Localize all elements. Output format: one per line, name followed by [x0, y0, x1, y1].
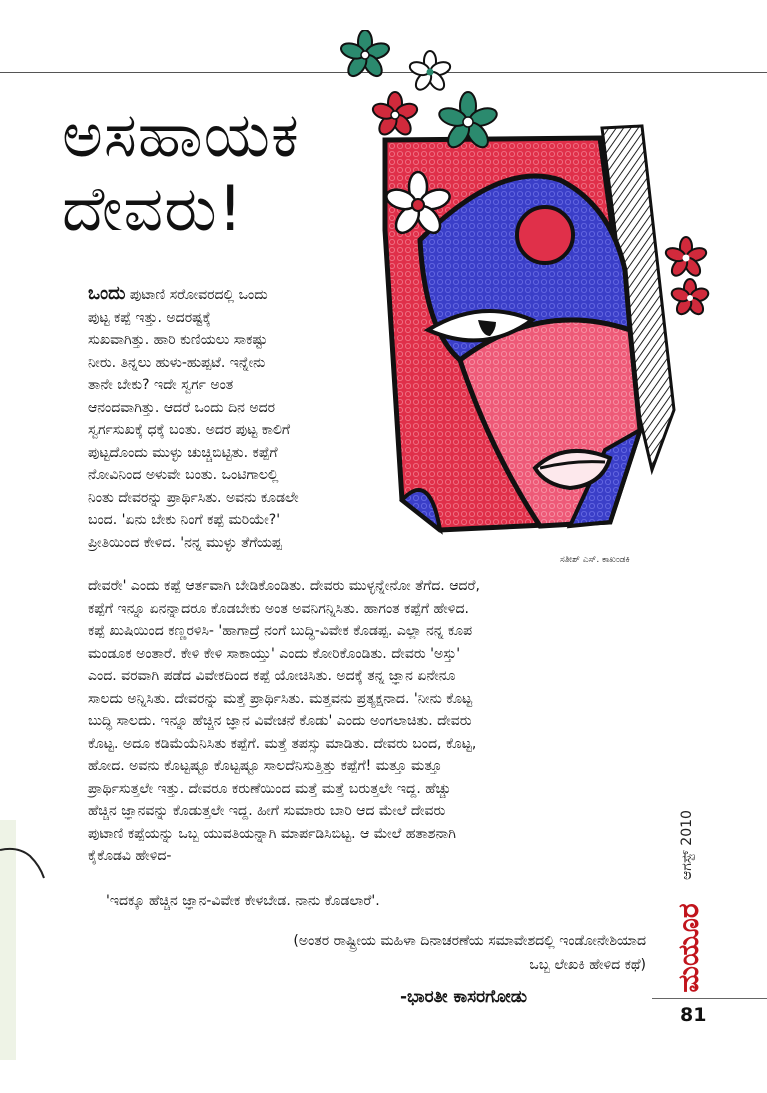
magazine-name-text: ಮಯೂರ	[671, 902, 705, 993]
story-line: ಮಂಡೂಕ ಅಂತಾರೆ. ಕೇಳಿ ಕೇಳಿ ಸಾಕಾಯ್ತು' ಎಂದು ಕೋರಿಕೊಂಡಿತು. ದೇವರು 'ಅಸ್ತು'	[88, 645, 461, 662]
story-line: ಪ್ರೀತಿಯಿಂದ ಕೇಳಿದ. 'ನನ್ನ ಮುಳ್ಳು ತೆಗೆಯಪ್ಪ	[88, 534, 282, 551]
issue-date-text: ಆಗಸ್ಟ್ 2010	[679, 810, 695, 880]
story-column-wide	[88, 575, 663, 868]
story-line: ಸಾಲದು ಅನ್ನಿಸಿತು. ದೇವರನ್ನು ಮತ್ತೆ ಪ್ರಾರ್ಥಿಸಿತು. ಮತ್ತವನು ಪ್ರತ್ಯಕ್ಷನಾದ. 'ನೀನು ಕೊಟ್ಟ	[88, 690, 473, 707]
page-number: 81	[680, 1004, 707, 1026]
story-line: ಹೋದ. ಅವನು ಕೊಟ್ಟಷ್ಟೂ ಕೊಟ್ಟಷ್ಟೂ ಸಾಲದೆನಿಸುತ್ತಿತ್ತು ಕಪ್ಪೆಗೆ! ಮತ್ತೂ ಮತ್ತೂ	[88, 758, 442, 774]
flower-green-top	[340, 30, 391, 79]
story-line: ಪ್ರಾರ್ಥಿಸುತ್ತಲೇ ಇತ್ತು. ದೇವರೂ ಕರುಣೆಯಿಂದ ಮತ್ತೆ ಮತ್ತೆ ಬರುತ್ತಲೇ ಇದ್ದ. ಹೆಚ್ಚು	[88, 780, 451, 797]
story-line: ಕೊಟ್ಟ. ಅದೂ ಕಡಿಮೆಯೆನಿಸಿತು ಕಪ್ಪೆಗೆ. ಮತ್ತೆ ತಪಸ್ಸು ಮಾಡಿತು. ದೇವರು ಬಂದ, ಕೊಟ್ಟ,	[88, 735, 477, 752]
story-line: ಪುಟ್ಟ ಕಪ್ಪೆ ಇತ್ತು. ಅದರಷ್ಟಕ್ಕೆ	[88, 309, 211, 326]
art-red-circle	[517, 207, 573, 263]
issue-date	[678, 795, 696, 895]
story-line: ಎಂದ. ವರವಾಗಿ ಪಡೆದ ವಿವೇಕದಿಂದ ಕಪ್ಪೆ ಯೋಚಿಸಿತು. ಅದಕ್ಕೆ ತನ್ನ ಜ್ಞಾನ ಏನೇನೂ	[88, 668, 456, 684]
source-note-line-2: ಒಬ್ಬ ಲೇಖಕಿ ಹೇಳಿದ ಕಥೆ)	[529, 957, 646, 973]
story-line: ಕಪ್ಪೆ ಖುಷಿಯಿಂದ ಕಣ್ಣರಳಿಸಿ- 'ಹಾಗಾದ್ರೆ ನಂಗೆ ಬುದ್ಧಿ-ವಿವೇಕ ಕೊಡಪ್ಪ. ಎಲ್ಲಾ ನನ್ನ ಕೂಪ	[88, 623, 473, 639]
story-line: ಸುಖವಾಗಿತ್ತು. ಹಾರಿ ಕುಣಿಯಲು ಸಾಕಷ್ಟು	[88, 332, 268, 348]
story-line: ಪುಟಾಣಿ ಕಪ್ಪೆಯನ್ನು ಒಬ್ಬ ಯುವತಿಯನ್ನಾಗಿ ಮಾರ್ಪಡಿಸಿಬಿಟ್ಟ. ಆ ಮೇಲೆ ಹತಾಶನಾಗಿ	[88, 825, 456, 842]
story-line: ನಿಂತು ದೇವರನ್ನು ಪ್ರಾರ್ಥಿಸಿತು. ಅವನು ಕೂಡಲೇ	[88, 489, 299, 506]
story-line: ತಾನೇ ಬೇಕು? ಇದೇ ಸ್ವರ್ಗ ಅಂತ	[88, 377, 234, 393]
story-line: ಹೆಚ್ಚಿನ ಜ್ಞಾನವನ್ನು ಕೊಡುತ್ತಲೇ ಇದ್ದ. ಹೀಗೆ ಸುಮಾರು ಬಾರಿ ಆದ ಮೇಲೆ ದೇವರು	[88, 803, 446, 819]
source-note	[126, 929, 646, 977]
story-line: ದೇವರೇ' ಎಂದು ಕಪ್ಪೆ ಆರ್ತವಾಗಿ ಬೇಡಿಕೊಂಡಿತು. ದೇವರು ಮುಳ್ಳನ್ನೇನೋ ತೆಗೆದ. ಆದರೆ,	[88, 578, 480, 594]
story-line: ಪುಟ್ಟದೊಂದು ಮುಳ್ಳು ಚುಚ್ಚಿಬಿಟ್ಟಿತು. ಕಪ್ಪೆಗೆ	[88, 444, 278, 461]
title-line-1: ಅಸಹಾಯಕ	[62, 98, 300, 171]
page-edge-mark	[0, 842, 48, 892]
flower-red-left	[371, 92, 419, 138]
flower-red-right-mid	[670, 279, 710, 317]
story-column-narrow	[88, 283, 408, 554]
illustration-caption: ಸತೀಶ್ ಎಸ್. ಕಾಖಂಡಕಿ	[560, 555, 630, 565]
flower-red-right-top	[664, 237, 708, 279]
story-line: ಕೈಕೊಡವಿ ಹೇಳಿದ-	[88, 848, 172, 864]
flower-white-small	[408, 51, 452, 93]
story-line: ಆನಂದವಾಗಿತ್ತು. ಆದರೆ ಒಂದು ದಿನ ಅದರ	[88, 399, 276, 416]
story-line	[88, 283, 408, 307]
story-line: ಸ್ವರ್ಗಸುಖಕ್ಕೆ ಧಕ್ಕೆ ಬಂತು. ಅದರ ಪುಟ್ಟ ಕಾಲಿಗೆ	[88, 422, 291, 438]
story-line: ಕಪ್ಪೆಗೆ ಇನ್ನೂ ಏನನ್ನಾದರೂ ಕೊಡಬೇಕು ಅಂತ ಅವನಿಗನ್ನಿಸಿತು. ಹಾಗಂತ ಕಪ್ಪೆಗೆ ಹೇಳಿದ.	[88, 600, 469, 617]
source-note-line-1: (ಅಂತರ ರಾಷ್ಟ್ರೀಯ ಮಹಿಳಾ ದಿನಾಚರಣೆಯ ಸಮಾವೇಶದಲ್ಲಿ ಇಂಡೋನೇಶಿಯಾದ	[293, 933, 646, 949]
article-title	[62, 98, 300, 246]
magazine-name	[666, 900, 711, 995]
story-line: ನೀರು. ತಿನ್ನಲು ಹುಳು-ಹುಪ್ಪಟೆ. ಇನ್ನೇನು	[88, 354, 266, 371]
story-line: ನೋವಿನಿಂದ ಅಳುವೇ ಬಂತು. ಒಂಟಿಗಾಲಲ್ಲಿ	[88, 467, 279, 483]
story-line: ಬುದ್ಧಿ ಸಾಲದು. ಇನ್ನೂ ಹೆಚ್ಚಿನ ಜ್ಞಾನ ವಿವೇಚನೆ ಕೊಡು' ಎಂದು ಅಂಗಲಾಚಿತು. ದೇವರು	[88, 713, 472, 729]
lead-word: ಒಂದು	[88, 283, 126, 304]
footer-rule	[652, 998, 767, 999]
story-line-text: ಪುಟಾಣಿ ಸರೋವರದಲ್ಲಿ ಒಂದು	[125, 287, 268, 303]
moral-quote: 'ಇದಕ್ಕೂ ಹೆಚ್ಚಿನ ಜ್ಞಾನ-ವಿವೇಕ ಕೇಳಬೇಡ. ನಾನು ಕೊಡಲಾರೆ'.	[106, 893, 380, 909]
author-byline: -ಭಾರತೀ ಕಾಸರಗೋಡು	[400, 987, 528, 1007]
title-line-2: ದೇವರು!	[62, 172, 244, 245]
story-line: ಬಂದ. 'ಏನು ಬೇಕು ನಿಂಗೆ ಕಪ್ಪೆ ಮರಿಯೇ?'	[88, 512, 281, 528]
